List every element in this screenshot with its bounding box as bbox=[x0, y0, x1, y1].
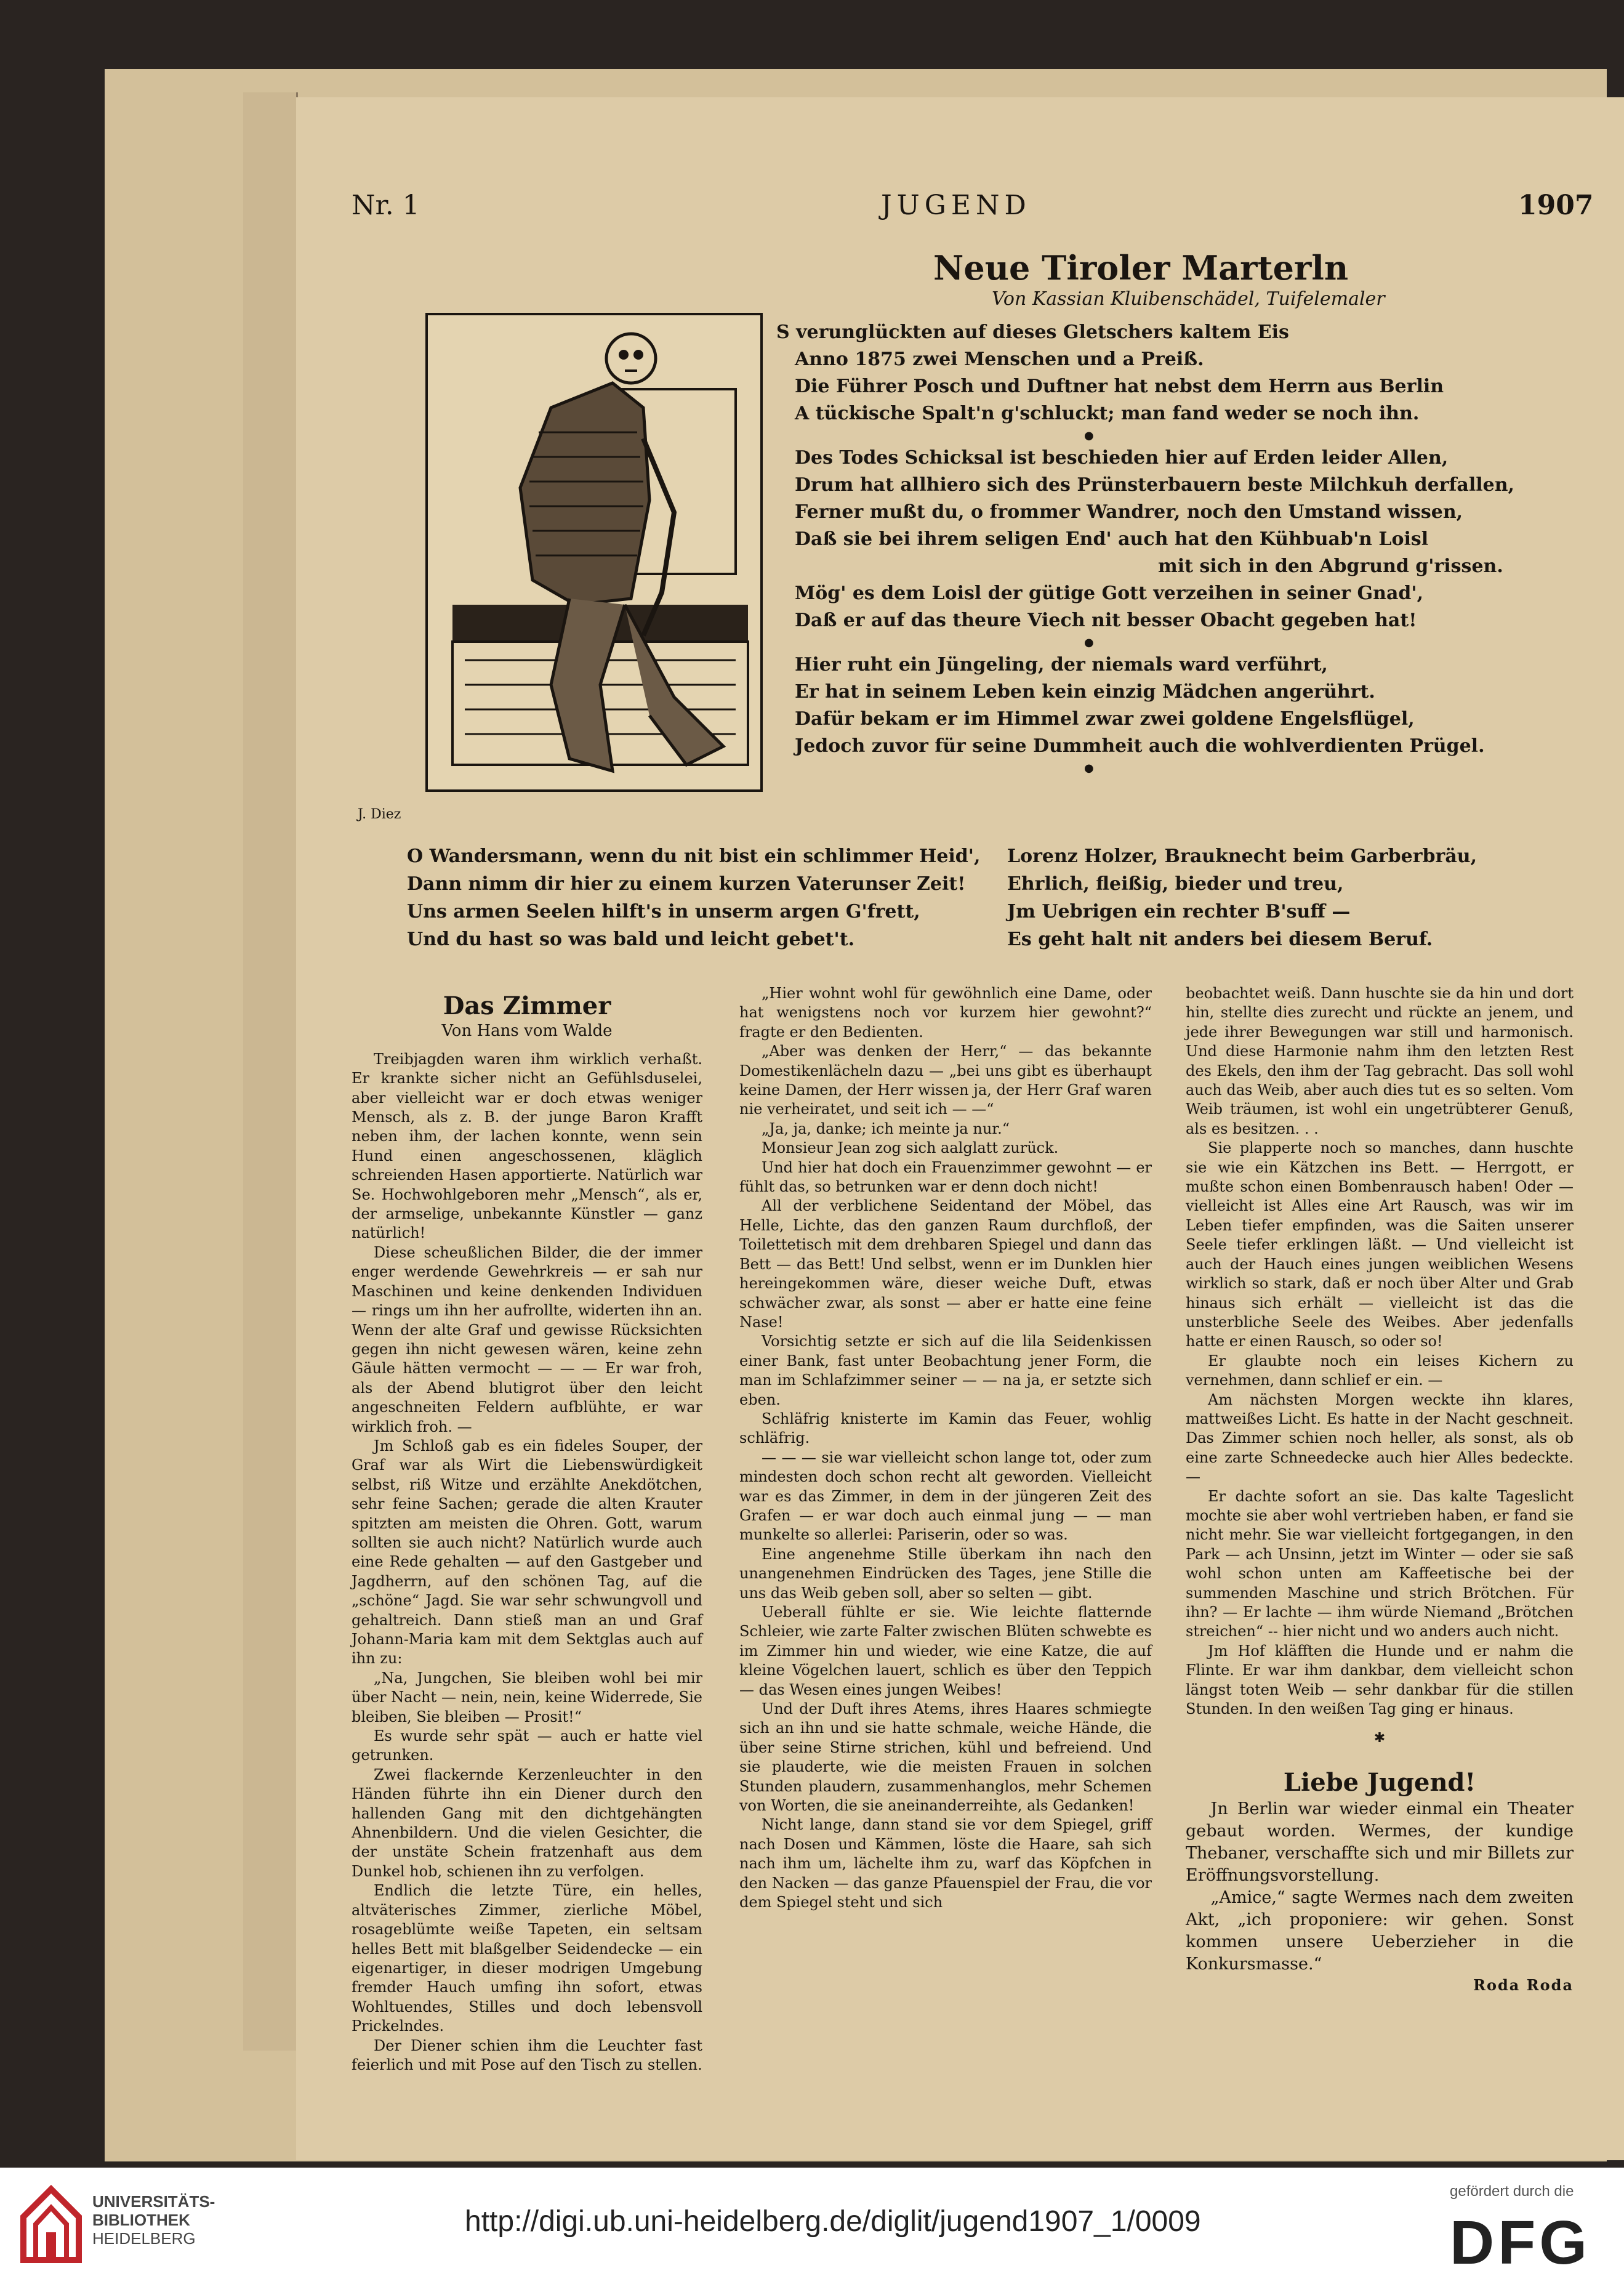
poem-line: Die Führer Posch und Duftner hat nebst dem Herrn aus Berlin bbox=[795, 376, 1444, 397]
paragraph: „Na, Jungchen, Sie bleiben wohl bei mir über Nacht — nein, nein, keine Widerrede, Sie bleiben, Sie bleiben — Prosit!“ bbox=[352, 1669, 702, 1725]
library-name-line: HEIDELBERG bbox=[92, 2229, 196, 2248]
poem-author: Von Kassian Kluibenschädel, Tuifelemaler bbox=[992, 288, 1385, 310]
paragraph: Sie plapperte noch so manches, dann huschte sie wie ein Kätzchen ins Bett. — Herrgott, er mußte schon einen Bombenrausch haben! Oder — vielleicht ist Alles eine Art Rausch, was wir im Leben tiefer empfinden, was die Saiten unserer Seele tiefer erklingen läßt. — Und vielleicht ist auch der Hauch eines jungen weiblichen Wesens wirklich so stark, daß er noch über Alter und Grab hinaus sich erhält — vielleicht ist das die unsterbliche Seele des Weibes. Aber jedenfalls hatte er einen Rausch, so oder so! bbox=[1186, 1139, 1574, 1350]
page-edge bbox=[243, 92, 298, 2051]
paragraph: Er dachte sofort an sie. Das kalte Tageslicht mochte sie aber wohl vertrieben haben, er fand sie nicht mehr. Sie war vielleicht fortgegangen, in den Park — ach Unsinn, jetzt im Winter — oder sie saß wohl schon unten am Kaffeetische bei der summenden Maschine und strich Brötchen. Für ihn? — Er lachte — ihm würde Niemand „Brötchen streichen“ -- hier nicht und wo anders auch nicht. bbox=[1186, 1487, 1574, 1640]
paragraph: Zwei flackernde Kerzenleuchter in den Händen führte ihn ein Diener durch den hallenden Gang mit den dichtgehängten Ahnenbildern. Und die vielen Gesichter, die der unstäte Schein fratzenhaft aus dem Dunkel hob, schienen ihn zu verfolgen. bbox=[352, 1765, 702, 1880]
poem-line: Ferner mußt du, o frommer Wandrer, noch den Umstand wissen, bbox=[795, 501, 1463, 523]
stanza-1 bbox=[776, 319, 1577, 427]
paragraph: Treibjagden waren ihm wirklich verhaßt. Er krankte sicher nicht an Gefühlsduselei, aber vielleicht war er doch etwas weniger Mensch, als z. B. der junge Baron Krafft neben ihm, der lachen konnte, wenn sein Hund einen angeschossenen, kläglich schreienden Hasen apportierte. Natürlich war Se. Hochwohlgeboren mehr „Mensch“, als er, der armselige, unbekannte Künstler — ganz natürlich! bbox=[352, 1050, 702, 1242]
paragraph: Endlich die letzte Türe, ein helles, altväterisches Zimmer, zierliche Möbel, rosageblümte weiße Tapeten, ein seltsam helles Bett mit blaßgelber Seidendecke — ein eigenartiger, in dieser modrigen Umgebung fremder Hauch umfing ihn sofort, etwas Wohltuendes, Stilles und doch lebensvoll Prickelndes. bbox=[352, 1882, 702, 2035]
poem-line: Dann nimm dir hier zu einem kurzen Vaterunser Zeit! bbox=[407, 873, 966, 895]
paragraph: Jm Schloß gab es ein fideles Souper, der Graf war als Wirt die Liebenswürdigkeit selbst, riß Witze und erzählte Anekdötchen, sehr feine Sachen; gerade die alten Krauter spitzten am meisten die Ohren. Gott, warum sollten sie auch nicht? Natürlich wurde auch eine Rede gehalten — auf den Gastgeber und Jagdherrn, auf den schönen Tag, auf die „schöne“ Jagd. Sie war sehr schwungvoll und gehaltreich. Dann stieß man an und Graf Johann-Maria kam mit dem Sektglas auch auf ihn zu: bbox=[352, 1437, 702, 1668]
poem-title: Neue Tiroler Marterln bbox=[933, 248, 1349, 288]
paragraph: Und der Duft ihres Atems, ihres Haares schmiegte sich an ihn und sie hatte schmale, weiche Hände, die über seine Stirne strichen, kühl und befreiend. Und sie plauderte, wie die meisten Frauen in solchen Stunden plaudern, zusammenhanglos, mehr Schemen von Worten, die sie aneinanderreihte, als Gedanken! bbox=[739, 1700, 1152, 1815]
library-name-line: UNIVERSITÄTS- bbox=[92, 2192, 215, 2211]
stanza-separator: ● bbox=[1084, 636, 1094, 649]
final-stanza-right bbox=[1007, 842, 1477, 953]
paragraph: „Ja, ja, danke; ich meinte ja nur.“ bbox=[762, 1120, 1010, 1137]
poem-line: Daß er auf das theure Viech nit besser Obacht gegeben hat! bbox=[795, 610, 1417, 631]
anecdote-signature: Roda Roda bbox=[1473, 1976, 1574, 1995]
dfg-logo: DFG bbox=[1450, 2208, 1591, 2277]
poem-line: Daß sie bei ihrem seligen End' auch hat den Kühbuab'n Loisl bbox=[795, 528, 1429, 550]
poem-line: Hier ruht ein Jüngeling, der niemals ward verführt, bbox=[795, 654, 1328, 676]
university-library-logo-icon bbox=[17, 2180, 85, 2269]
skeleton-woodcut-illustration bbox=[425, 313, 763, 792]
stanza-3 bbox=[776, 652, 1577, 760]
paragraph: Ueberall fühlte er sie. Wie leichte flatternde Schleier, wie zarte Falter zwischen Blüten schwebte es im Zimmer hin und wieder, wie eine Katze, die auf kleine Vögelchen lauert, schlich es über den Teppich — das Wesen eines jungen Weibes! bbox=[739, 1604, 1152, 1698]
article-column-3 bbox=[1186, 984, 1574, 1995]
footer-bar bbox=[0, 2168, 1624, 2284]
journal-page bbox=[296, 97, 1624, 2160]
year: 1907 bbox=[1518, 190, 1594, 221]
story-title: Das Zimmer bbox=[443, 991, 611, 1020]
poem-line: Uns armen Seelen hilft's in unserm argen G'frett, bbox=[407, 901, 920, 922]
paragraph: — — — sie war vielleicht schon lange tot, oder zum mindesten doch schon recht alt geworden. Vielleicht war es das Zimmer, in dem in der jüngeren Zeit des Grafen — er war doch auch einmal jung — — man munkelte so allerlei: Pariserin, oder so was. bbox=[739, 1448, 1152, 1544]
library-name bbox=[92, 2192, 215, 2248]
library-name-line: BIBLIOTHEK bbox=[92, 2211, 190, 2229]
section-separator: ✱ bbox=[1373, 1730, 1386, 1746]
article-column-1 bbox=[352, 984, 702, 2075]
journal-title: JUGEND bbox=[881, 190, 1031, 221]
stanza-separator: ● bbox=[1084, 762, 1094, 775]
poem-line: Jedoch zuvor für seine Dummheit auch die wohlverdienten Prügel. bbox=[795, 735, 1485, 757]
paragraph: Jn Berlin war wieder einmal ein Theater gebaut worden. Wermes, der kundige Thebaner, verschaffte sich und mir Billets zur Eröffnungsvorstellung. bbox=[1186, 1799, 1574, 1886]
paragraph: Am nächsten Morgen weckte ihn klares, mattweißes Licht. Es hatte in der Nacht geschneit. Das Zimmer schien noch heller, als sonst, als ob eine zarte Schneedecke auch hier Alles bedeckte. — bbox=[1186, 1390, 1574, 1486]
poem-line: Und du hast so was bald und leicht gebet't. bbox=[407, 929, 855, 950]
poem-line: Mög' es dem Loisl der gütige Gott verzeihen in seiner Gnad', bbox=[795, 583, 1424, 604]
skeleton-icon bbox=[428, 315, 760, 789]
paragraph: beobachtet weiß. Dann huschte sie da hin und dort hin, stellte dies zurecht und rückte an jenem, und jede ihrer Bewegungen war still und harmonisch. Und diese Harmonie nahm ihm den letzten Rest des Ekels, den ihm der Tag gebracht. Das soll wohl auch das Weib, aber auch dies tut es so selten. Vom Weib träumen, ist wohl ein ungetrübterer Genuß, als es besitzen. . . bbox=[1186, 985, 1574, 1137]
paragraph: Es wurde sehr spät — auch er hatte viel getrunken. bbox=[352, 1727, 702, 1764]
paragraph: „Aber was denken der Herr,“ — das bekannte Domestikenlächeln dazu — „bei uns gibt es überhaupt keine Damen, der Herr wissen ja, der Herr Graf waren nie verheiratet, und seit ich — —“ bbox=[739, 1043, 1152, 1118]
poem-line: Dafür bekam er im Himmel zwar zwei goldene Engelsflügel, bbox=[795, 708, 1415, 730]
paragraph: Monsieur Jean zog sich aalglatt zurück. bbox=[762, 1139, 1059, 1157]
poem-line: Es geht halt nit anders bei diesem Beruf. bbox=[1007, 929, 1433, 950]
paragraph: Vorsichtig setzte er sich auf die lila Seidenkissen einer Bank, fast unter Beobachtung jener Form, die man im Schlafzimmer seiner — — na ja, er setzte sich eben. bbox=[739, 1333, 1152, 1408]
poem-line: Jm Uebrigen ein rechter B'suff — bbox=[1007, 901, 1351, 922]
funder-note: gefördert durch die bbox=[1450, 2183, 1574, 2200]
poem-line: S verunglückten auf dieses Gletschers kaltem Eis bbox=[776, 321, 1289, 343]
stanza-2 bbox=[776, 445, 1577, 634]
paragraph: Diese scheußlichen Bilder, die der immer enger werdende Gewehrkreis — er sah nur Maschinen und keine denkenden Individuen — rings um ihn her aufrollte, widerten ihn an. Wenn der alte Graf und gewisse Rücksichten gegen ihn nicht gewesen wären, keine zehn Gäule hätten vermocht — — — Er war froh, als der Abend blutigrot über den leicht angeschneiten Feldern aufblühte, er war wirklich froh. — bbox=[352, 1243, 702, 1435]
poem-line: A tückische Spalt'n g'schluckt; man fand weder se noch ihn. bbox=[795, 403, 1420, 424]
poem-line: Des Todes Schicksal ist beschieden hier auf Erden leider Allen, bbox=[795, 447, 1449, 469]
paragraph: Jm Hof kläfften die Hunde und er nahm die Flinte. Er war ihm dankbar, dem vielleicht schon längst toten Weib — sehr dankbar für die stillen Stunden. In den weißen Tag ging er hinaus. bbox=[1186, 1642, 1574, 1718]
paragraph: „Amice,“ sagte Wermes nach dem zweiten Akt, „ich proponiere: wir gehen. Sonst kommen unsere Ueberzieher in die Konkursmasse.“ bbox=[1186, 1888, 1574, 1974]
paragraph: Und hier hat doch ein Frauenzimmer gewohnt — er fühlt das, so betrunken war er denn doch nicht! bbox=[739, 1158, 1152, 1196]
issue-number: Nr. 1 bbox=[352, 190, 420, 221]
paragraph: Eine angenehme Stille überkam ihn nach den unangenehmen Eindrücken des Tages, jene Stille die uns das Weib geben soll, aber so selten — gibt. bbox=[739, 1545, 1152, 1602]
poem-line: mit sich in den Abgrund g'rissen. bbox=[1158, 555, 1503, 577]
final-stanza-left bbox=[407, 842, 980, 953]
poem-line: Ehrlich, fleißig, bieder und treu, bbox=[1007, 873, 1344, 895]
poem-line: Anno 1875 zwei Menschen und a Preiß. bbox=[795, 349, 1204, 370]
paragraph: Er glaubte noch ein leises Kichern zu vernehmen, dann schlief er ein. — bbox=[1186, 1352, 1574, 1389]
illustration-credit: J. Diez bbox=[358, 807, 401, 822]
poem-line: Er hat in seinem Leben kein einzig Mädchen angerührt. bbox=[795, 681, 1375, 703]
stanza-separator: ● bbox=[1084, 429, 1094, 442]
paragraph: All der verblichene Seidentand der Möbel, das Helle, Lichte, das den ganzen Raum durchfloß, der Toilettetisch mit dem drehbaren Spiegel und dann das Bett — das Bett! Und selbst, wenn er im Dunklen hier hereingekommen wäre, dieser weiche Duft, etwas schwächer zwar, als sonst — aber er hatte eine feine Nase! bbox=[739, 1197, 1152, 1331]
permalink-url[interactable]: http://digi.ub.uni-heidelberg.de/diglit/jugend1907_1/0009 bbox=[465, 2205, 1201, 2238]
paragraph: „Hier wohnt wohl für gewöhnlich eine Dame, oder hat wenigstens noch vor kurzem hier gewohnt?“ fragte er den Bedienten. bbox=[739, 985, 1152, 1041]
article-column-2 bbox=[739, 984, 1152, 1913]
paragraph: Der Diener schien ihm die Leuchter fast feierlich und mit Pose auf den Tisch zu stellen. bbox=[352, 2036, 702, 2073]
paragraph: Schläfrig knisterte im Kamin das Feuer, wohlig schläfrig. bbox=[739, 1410, 1152, 1447]
story-author: Von Hans vom Walde bbox=[441, 1022, 613, 1041]
poem-line: Lorenz Holzer, Brauknecht beim Garberbräu, bbox=[1007, 845, 1477, 867]
poem-line: O Wandersmann, wenn du nit bist ein schlimmer Heid', bbox=[407, 845, 981, 867]
poem-line: Drum hat allhiero sich des Prünsterbauern beste Milchkuh derfallen, bbox=[795, 474, 1514, 496]
anecdote-title: Liebe Jugend! bbox=[1283, 1767, 1476, 1797]
paragraph: Nicht lange, dann stand sie vor dem Spiegel, griff nach Dosen und Kämmen, löste die Haare, sah sich nach ihm um, lächelte ihm zu, warf das Köpfchen in den Nacken — das ganze Pfauenspiel der Frau, die vor dem Spiegel steht und sich bbox=[739, 1816, 1152, 1911]
poem-stanzas bbox=[776, 319, 1577, 777]
